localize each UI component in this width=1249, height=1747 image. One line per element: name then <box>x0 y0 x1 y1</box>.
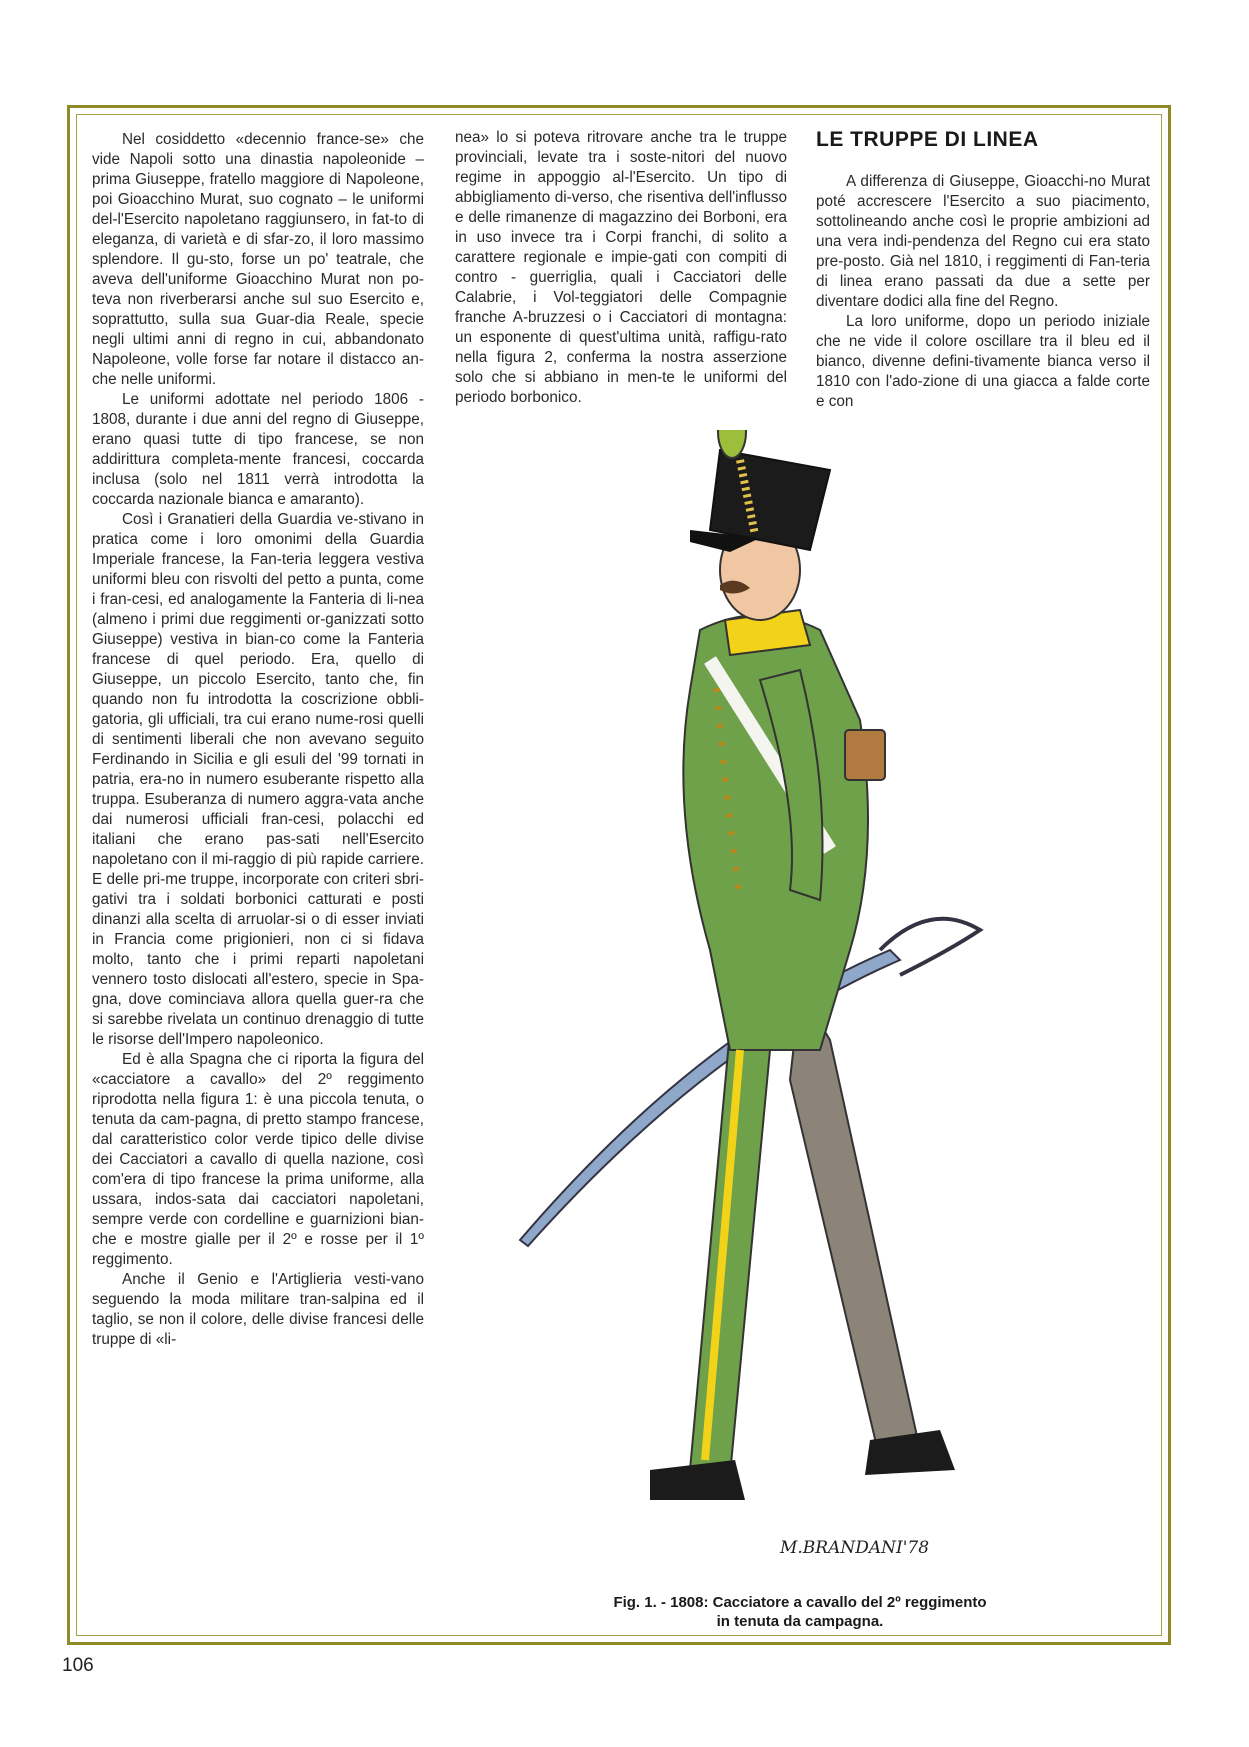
front-leg <box>790 990 920 1460</box>
artist-signature: M.BRANDANI'78 <box>780 1538 930 1558</box>
figure-caption <box>520 1593 1080 1631</box>
paragraph: Così i Granatieri della Guardia ve-stivano in pratica come i loro omonimi della Guardia Imperiale francese, la Fan-teria leggera vestiva uniformi bleu con risvolti del petto a punta, come i fran-cesi, ed analogamente la Fanteria di li-nea (almeno i primi due reggimenti or-ganizzati sotto Giuseppe) vestiva in bian-co come la Fanteria francese di quel periodo. Era, quello di Giuseppe, un piccolo Esercito, tanto che, fin quando non fu introdotta la coscrizione obbli-gatoria, gli ufficiali, tra cui erano nume-rosi quelli di sentimenti liberali che non avevano seguito Ferdinando in Sicilia e gli esuli del '99 tornati in patria, era-no in numero esuberante rispetto alla truppa. Esuberanza di numero aggra-vata anche dai numerosi ufficiali fran-cesi, polacchi ed italiani che erano pas-sati nell'Esercito napoletano con il mi-raggio di più rapide carriere. E delle pri-me truppe, incorporate con criteri sbri-gativi tra i soldati borbonici catturati e posti dinanzi alla scelta di arruolar-si o di esser inviati in Francia come prigionieri, non ci si fidava molto, tanto che i primi reparti napoletani vennero tosto dislocati all'estero, specie in Spa-gna, dove cominciava allora quella guer-ra che si sarebbe rivelata un continuo drenaggio di tutte le risorse dell'Impero napoleonico. <box>92 511 424 1048</box>
paragraph: Le uniformi adottate nel periodo 1806 - 1808, durante i due anni del regno di Giuseppe, erano quasi tutte di tipo francese, se non addirittura completa-mente francesi, coccarda inclusa (solo nel 1811 verrà introdotta la coccarda nazionale bianca e amaranto). <box>92 391 424 508</box>
section-heading: LE TRUPPE DI LINEA <box>816 128 1039 151</box>
caption-line-2: in tenuta da campagna. <box>716 1613 884 1630</box>
middle-text-column <box>455 128 787 408</box>
caption-line-1: Fig. 1. - 1808: Cacciatore a cavallo del 2º reggimento <box>613 1594 987 1611</box>
back-boot <box>650 1460 745 1500</box>
paragraph: Anche il Genio e l'Artiglieria vesti-vano seguendo la moda militare tran-salpina ed il taglio, se non il colore, delle divise francesi delle truppe di «li- <box>92 1271 424 1348</box>
cartridge-pouch <box>845 730 885 780</box>
paragraph: Ed è alla Spagna che ci riporta la figura del «cacciatore a cavallo» del 2º reggimento riprodotta nella figura 1: è una piccola tenuta, o tenuta da cam-pagna, di pretto stampo francese, dal caratteristico color verde tipico delle divise dei Cacciatori a cavallo di quella nazione, così com'era di tipo francese la prima uniforme, alla ussara, indos-sata dai cacciatori napoletani, sempre verde con cordelline e guarnizioni bian-che e mostre gialle per il 2º e rosse per il 1º reggimento. <box>92 1051 424 1268</box>
left-text-column <box>92 130 424 1350</box>
soldier-illustration <box>500 430 1060 1530</box>
paragraph: La loro uniforme, dopo un periodo iniziale che ne vide il colore oscillare tra il bleu ed il bianco, divenne defini-tivamente bianca verso il 1810 con l'ado-zione di una giacca a falde corte e con <box>816 313 1150 410</box>
right-text-column <box>816 128 1150 412</box>
saber-guard <box>880 919 980 975</box>
paragraph: A differenza di Giuseppe, Gioacchi-no Murat poté accrescere l'Esercito a suo piacimento, sottolineando anche così le proprie ambizioni ad una vera indi-pendenza del Regno cui era stato pre-posto. Già nel 1810, i reggimenti di Fan-teria di linea erano passati da due a sette per diventare dodici alla fine del Regno. <box>816 173 1150 310</box>
paragraph: Nel cosiddetto «decennio france-se» che vide Napoli sotto una dinastia napoleonide – prima Giuseppe, fratello maggiore di Napoleone, poi Gioacchino Murat, suo cognato – le uniformi del-l'Esercito napoletano raggiunsero, in fat-to di eleganza, di varietà e di sfar-zo, il loro massimo splendore. Il gu-sto, forse un po' teatrale, che aveva dell'uniforme Gioacchino Murat non po-teva non riverberarsi anche sul suo Esercito e, soprattutto, sulla sua Guar-dia Reale, specie negli ultimi anni di regno in cui, abbandonato Napoleone, volle forse far notare il distacco an-che nelle uniformi. <box>92 131 424 388</box>
paragraph: nea» lo si poteva ritrovare anche tra le truppe provinciali, levate tra i soste-nitori del nuovo regime in appoggio al-l'Esercito. Un tipo di abbigliamento di-verso, che risentiva dell'influsso e delle rimanenze di magazzino dei Borboni, era in uso invece tra i Corpi franchi, di solito a carattere regionale e impie-gati con compiti di contro - guerriglia, quali i Cacciatori delle Calabrie, i Vol-teggiatori delle Compagnie franche A-bruzzesi o i Cacciatori di montagna: un esponente di quest'ultima unità, raffigu-rato nella figura 2, conferma la nostra asserzione solo che si abbiano in men-te le uniformi del periodo borbonico. <box>455 129 787 406</box>
back-leg <box>690 1030 770 1475</box>
page-number: 106 <box>62 1655 94 1676</box>
